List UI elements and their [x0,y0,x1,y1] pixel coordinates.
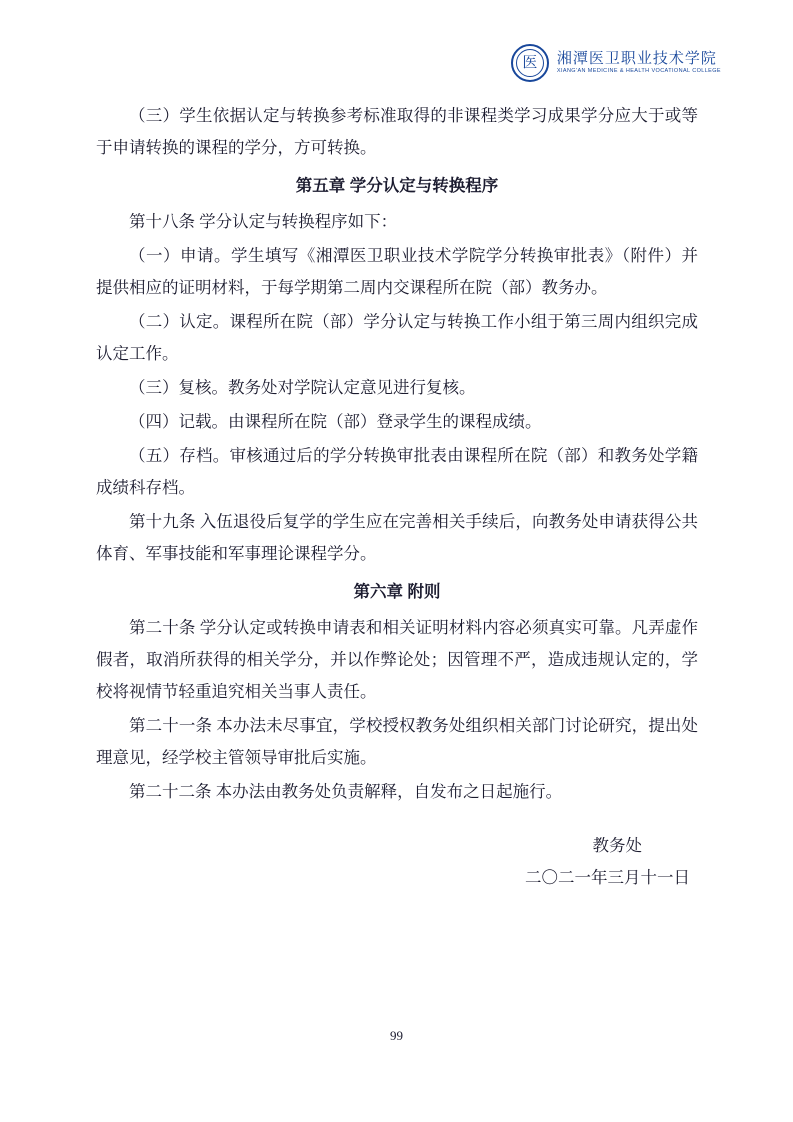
letterhead-logo [511,44,721,82]
paragraph: 第十九条 入伍退役后复学的学生应在完善相关手续后，向教务处申请获得公共体育、军事技能和军事理论课程学分。 [96,512,698,563]
page-number: 99 [390,1028,403,1043]
paragraph: （三）学生依据认定与转换参考标准取得的非课程类学习成果学分应大于或等于申请转换的课程的学分，方可转换。 [96,106,698,157]
section-heading: 第六章 附则 [353,583,441,601]
seal-glyph: 医 [516,49,544,77]
college-name-cn: 湘潭医卫职业技术学院 [556,51,717,68]
paragraph: 第二十二条 本办法由教务处负责解释，自发布之日起施行。 [129,782,563,801]
section-heading: 第五章 学分认定与转换程序 [295,177,499,195]
paragraph: （一）申请。学生填写《湘潭医卫职业技术学院学分转换审批表》（附件）并提供相应的证明材料，于每学期第二周内交课程所在院（部）教务办。 [96,246,698,297]
signature-issuer: 教务处 [592,836,642,855]
paragraph: （二）认定。课程所在院（部）学分认定与转换工作小组于第三周内组织完成认定工作。 [96,312,698,363]
college-name-en: XIANG'AN MEDICINE & HEALTH VOCATIONAL COLLEGE [556,68,721,75]
paragraph: 第二十一条 本办法未尽事宜，学校授权教务处组织相关部门讨论研究，提出处理意见，经学校主管领导审批后实施。 [96,716,698,767]
paragraph: 第二十条 学分认定或转换申请表和相关证明材料内容必须真实可靠。凡弄虚作假者，取消所获得的相关学分，并以作弊论处；因管理不严，造成违规认定的，学校将视情节轻重追究相关当事人责任。 [96,618,698,701]
document-body [96,100,698,894]
paragraph: （四）记载。由课程所在院（部）登录学生的课程成绩。 [129,412,542,431]
signature-block [96,830,698,894]
college-seal-icon [511,44,549,82]
signature-date: 二〇二一年三月十一日 [525,868,690,887]
letterhead-text [557,51,721,75]
paragraph: 第十八条 学分认定与转换程序如下： [129,212,398,231]
paragraph: （五）存档。审核通过后的学分转换审批表由课程所在院（部）和教务处学籍成绩科存档。 [96,446,698,497]
paragraph: （三）复核。教务处对学院认定意见进行复核。 [129,378,476,397]
